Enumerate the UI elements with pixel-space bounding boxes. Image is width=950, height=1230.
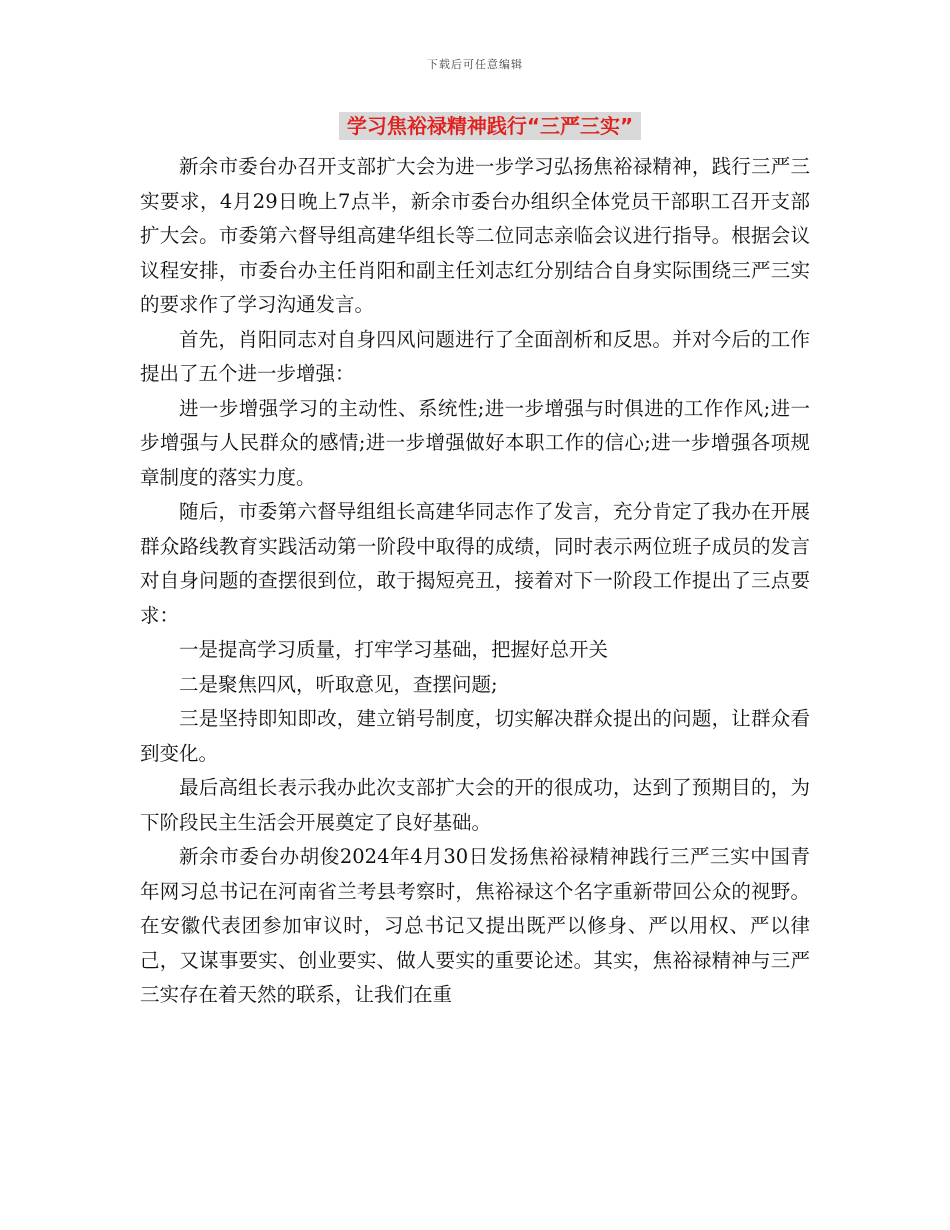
paragraph-requirement-2: 二是聚焦四风，听取意见，查摆问题;: [179, 672, 498, 696]
paragraph-first: 首先，肖阳同志对自身四风问题进行了全面剖析和反思。并对今后的工作提出了五个进一步增强：: [140, 327, 810, 385]
paragraph-article: 新余市委台办胡俊2024年4月30日发扬焦裕禄精神践行三严三实中国青年网习总书记在河南省兰考县考察时，焦裕禄这个名字重新带回公众的视野。在安徽代表团参加审议时，习总书记又提出既严以修身、严以用权、严以律己，又谋事要实、创业要实、做人要实的重要论述。其实，焦裕禄精神与三严三实存在着天然的联系，让我们在重: [140, 845, 810, 1006]
paragraph-five-points: 进一步增强学习的主动性、系统性;进一步增强与时俱进的工作作风;进一步增强与人民群众的感情;进一步增强做好本职工作的信心;进一步增强各项规章制度的落实力度。: [140, 396, 810, 489]
paragraph-requirement-3: 三是坚持即知即改，建立销号制度，切实解决群众提出的问题，让群众看到变化。: [140, 707, 810, 765]
page-header-note: 下载后可任意编辑: [427, 58, 523, 71]
title-container: [0, 112, 950, 140]
paragraph-speech: 随后，市委第六督导组组长高建华同志作了发言，充分肯定了我办在开展群众路线教育实践活动第一阶段中取得的成绩，同时表示两位班子成员的发言对自身问题的查摆很到位，敢于揭短亮丑，接着对下一阶段工作提出了三点要求：: [140, 500, 810, 627]
paragraph-intro: 新余市委台办召开支部扩大会为进一步学习弘扬焦裕禄精神，践行三严三实要求，4月29日晚上7点半，新余市委台办组织全体党员干部职工召开支部扩大会。市委第六督导组高建华组长等二位同志亲临会议进行指导。根据会议议程安排，市委台办主任肖阳和副主任刘志红分别结合自身实际围绕三严三实的要求作了学习沟通发言。: [140, 155, 810, 316]
document-body: [140, 150, 810, 1013]
paragraph-requirement-1: 一是提高学习质量，打牢学习基础，把握好总开关: [179, 638, 609, 661]
document-title: 学习焦裕禄精神践行“三严三实”: [339, 112, 641, 140]
paragraph-conclusion: 最后高组长表示我办此次支部扩大会的开的很成功，达到了预期目的，为下阶段民主生活会开展奠定了良好基础。: [140, 776, 810, 834]
